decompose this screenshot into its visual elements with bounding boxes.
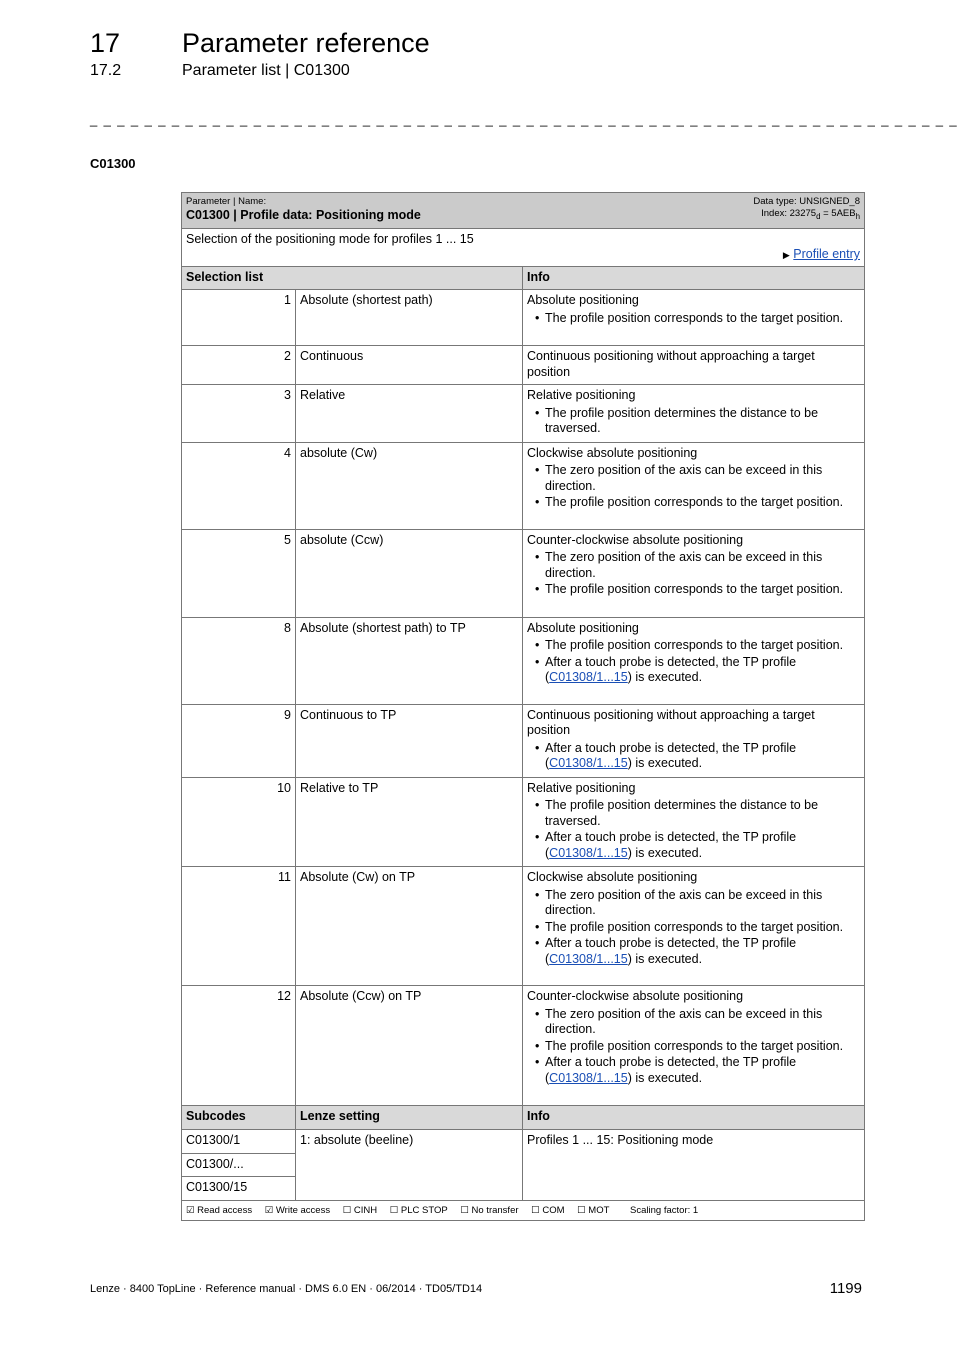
description-text: Selection of the positioning mode for profiles 1 ... 15 <box>186 231 474 246</box>
table-row <box>182 1129 865 1153</box>
cinh: ☐ CINH <box>342 1204 378 1216</box>
index-info: Index: $23275_d = 5AEB_h$ <box>761 208 860 221</box>
table-row <box>182 442 865 529</box>
list-item: • The profile position determines the distance to be traversed. <box>545 406 860 437</box>
selection-name: absolute (Cw) <box>296 442 523 529</box>
table-row <box>182 385 865 443</box>
list-item: • The zero position of the axis can be exceed in this direction. <box>545 888 860 919</box>
no-transfer: ☐ No transfer <box>460 1204 519 1216</box>
c01308-link[interactable]: C01308/1...15 <box>549 1070 628 1085</box>
selection-name: Relative <box>296 385 523 443</box>
selection-info: Continuous positioning without approaching a target position <box>523 346 865 385</box>
table-row <box>182 986 865 1106</box>
profile-entry-link[interactable]: Profile entry <box>793 247 860 261</box>
selection-number: 5 <box>182 529 296 617</box>
scaling-factor: Scaling factor: 1 <box>630 1204 699 1216</box>
selection-name: Relative to TP <box>296 777 523 867</box>
subcode-info: Profiles 1 ... 15: Positioning mode <box>523 1129 865 1200</box>
section-title: Parameter list | C01300 <box>182 62 350 79</box>
list-item: • After a touch probe is detected, the TP profile (C01308/1...15) is executed. <box>545 655 860 686</box>
selection-number: 2 <box>182 346 296 385</box>
plc-stop: ☐ PLC STOP <box>389 1204 448 1216</box>
selection-name: absolute (Ccw) <box>296 529 523 617</box>
selection-number: 9 <box>182 704 296 777</box>
list-item: • The profile position corresponds to the target position. <box>545 311 860 327</box>
table-row <box>182 704 865 777</box>
list-item: • After a touch probe is detected, the TP profile (C01308/1...15) is executed. <box>545 936 860 967</box>
write-access: ☑ Write access <box>264 1204 331 1216</box>
list-item: • After a touch probe is detected, the TP profile (C01308/1...15) is executed. <box>545 1055 860 1086</box>
table-row <box>182 290 865 346</box>
selection-info: Absolute positioning • The profile position corresponds to the target position. • After a touch probe is detected, the TP profile (C01308/1...15) is executed. <box>523 617 865 704</box>
selection-name: Absolute (shortest path) to TP <box>296 617 523 704</box>
selection-name: Continuous to TP <box>296 704 523 777</box>
info-header: Info <box>523 266 865 290</box>
selection-number: 12 <box>182 986 296 1106</box>
c01308-link[interactable]: C01308/1...15 <box>549 670 628 684</box>
list-item: • The profile position corresponds to the target position. <box>545 582 860 598</box>
param-name: C01300 | Profile data: Positioning mode <box>186 208 421 222</box>
chapter-title: Parameter reference <box>182 28 430 58</box>
selection-info: Relative positioning • The profile position determines the distance to be traversed. • After a touch probe is detected, the TP profile (C01308/1...15) is executed. <box>523 777 865 867</box>
subcode: C01300/1 <box>182 1129 296 1153</box>
table-row <box>182 617 865 704</box>
profile-entry-link-wrap <box>186 247 860 264</box>
parameter-label: C01300 <box>90 156 136 171</box>
list-item: • The zero position of the axis can be exceed in this direction. <box>545 463 860 494</box>
dash-separator: _ _ _ _ _ _ _ _ _ _ _ _ _ _ _ _ _ _ _ _ _ _ _ _ _ _ _ _ _ _ _ _ _ _ _ _ _ _ _ _ _ _ _ _ _ _ _ _ _ _ _ _ _ _ _ _ _ _ _ _ _ _ _ _ <box>90 112 958 127</box>
table-row <box>182 346 865 385</box>
chapter-number: 17 <box>90 28 121 58</box>
subcodes-header: Subcodes <box>182 1106 296 1130</box>
list-item: • After a touch probe is detected, the TP profile (C01308/1...15) is executed. <box>545 741 860 772</box>
lenze-setting: 1: absolute (beeline) <box>296 1129 523 1200</box>
selection-info: Relative positioning • The profile position determines the distance to be traversed. <box>523 385 865 443</box>
info-header-2: Info <box>523 1106 865 1130</box>
selection-info: Absolute positioning • The profile position corresponds to the target position. <box>523 290 865 346</box>
data-type-info <box>753 196 860 223</box>
read-access: ☑ Read access <box>186 1204 253 1216</box>
selection-info: Counter-clockwise absolute positioning • The zero position of the axis can be exceed in this direction. • The profile position corresponds to the target position. <box>523 529 865 617</box>
param-name-label: Parameter | Name: <box>186 196 267 207</box>
list-item: • The profile position corresponds to the target position. <box>545 1039 860 1055</box>
footer-text: Lenze · 8400 TopLine · Reference manual · DMS 6.0 EN · 06/2014 · TD05/TD14 <box>90 1283 483 1295</box>
selection-name: Absolute (shortest path) <box>296 290 523 346</box>
table-row <box>182 529 865 617</box>
list-item: • The zero position of the axis can be exceed in this direction. <box>545 550 860 581</box>
list-item: • After a touch probe is detected, the TP profile (C01308/1...15) is executed. <box>545 830 860 861</box>
table-row <box>182 777 865 867</box>
parameter-table <box>181 192 865 1221</box>
selection-name: Absolute (Ccw) on TP <box>296 986 523 1106</box>
selection-number: 11 <box>182 867 296 986</box>
c01308-link[interactable]: C01308/1...15 <box>549 951 628 966</box>
list-item: • The profile position corresponds to the target position. <box>545 920 860 936</box>
triangle-right-icon: ▶ <box>782 250 790 260</box>
selection-header-row <box>182 266 865 290</box>
subcode: C01300/15 <box>182 1177 296 1201</box>
c01308-link[interactable]: C01308/1...15 <box>549 756 628 770</box>
selection-info: Clockwise absolute positioning • The zero position of the axis can be exceed in this direction. • The profile position corresponds to the target position. <box>523 442 865 529</box>
lenze-setting-header: Lenze setting <box>296 1106 523 1130</box>
selection-info: Clockwise absolute positioning • The zero position of the axis can be exceed in this direction. • The profile position corresponds to the target position. • After a touch probe is detected, the TP profile (C01308/1...15) is executed. <box>523 867 865 986</box>
selection-name: Continuous <box>296 346 523 385</box>
selection-list-header: Selection list <box>182 266 523 290</box>
subcode: C01300/... <box>182 1153 296 1177</box>
subcode-header-row <box>182 1106 865 1130</box>
list-item: • The profile position determines the distance to be traversed. <box>545 798 860 829</box>
list-item: • The profile position corresponds to the target position. <box>545 638 860 654</box>
selection-number: 4 <box>182 442 296 529</box>
selection-number: 10 <box>182 777 296 867</box>
selection-number: 3 <box>182 385 296 443</box>
table-row <box>182 867 865 986</box>
c01308-link[interactable]: C01308/1...15 <box>549 845 628 860</box>
data-type: Data type: UNSIGNED_8 <box>753 196 860 207</box>
description-row <box>182 228 865 266</box>
table-header <box>182 193 865 229</box>
selection-info: Continuous positioning without approaching a target position • After a touch probe is detected, the TP profile (C01308/1...15) is executed. <box>523 704 865 777</box>
section-number: 17.2 <box>90 62 122 79</box>
list-item: • The zero position of the axis can be exceed in this direction. <box>545 1007 860 1038</box>
com: ☐ COM <box>531 1204 565 1216</box>
selection-number: 1 <box>182 290 296 346</box>
page-number: 1199 <box>829 1280 862 1297</box>
access-row <box>182 1200 865 1221</box>
selection-name: Absolute (Cw) on TP <box>296 867 523 986</box>
list-item: • The profile position corresponds to the target position. <box>545 495 860 511</box>
selection-number: 8 <box>182 617 296 704</box>
mot: ☐ MOT <box>577 1204 610 1216</box>
selection-info: Counter-clockwise absolute positioning • The zero position of the axis can be exceed in this direction. • The profile position corresponds to the target position. • After a touch probe is detected, the TP profile (C01308/1...15) is executed. <box>523 986 865 1106</box>
